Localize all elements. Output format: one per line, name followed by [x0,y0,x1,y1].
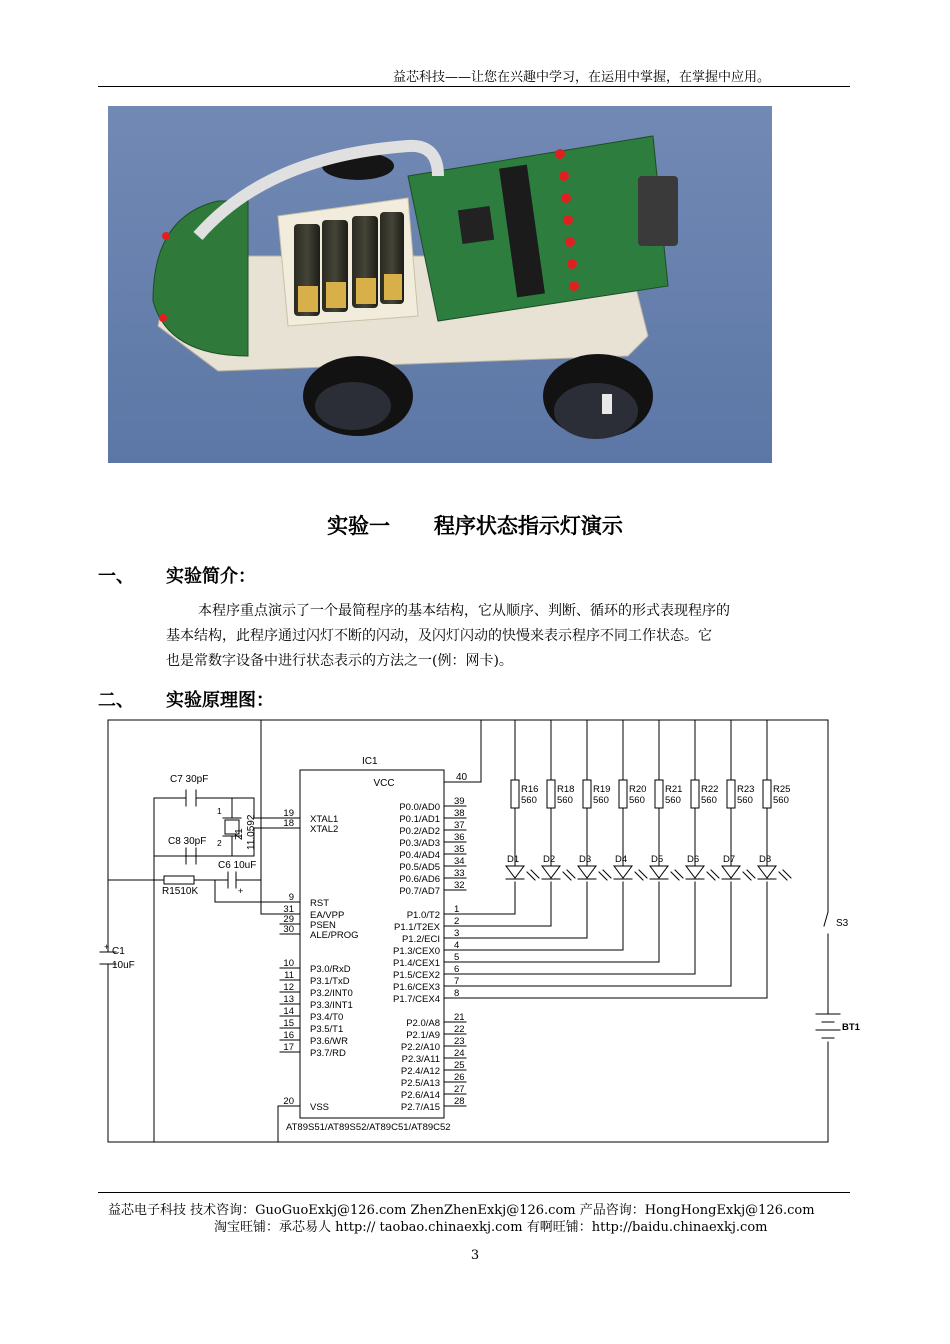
resistor-value: 560 [773,795,789,806]
footer-shop-line: 淘宝旺铺：承芯易人 http:// taobao.chinaexkj.com 有啊旺铺：http://baidu.chinaexkj.com [214,1220,768,1235]
pin-name: RST [310,898,329,909]
resistor-value: 560 [521,795,537,806]
led-label: D3 [579,854,592,865]
resistor-name: R23 [737,784,755,795]
footer-contact-line: 益芯电子科技 技术咨询：GuoGuoExkj@126.com ZhenZhenExkj@126.com 产品咨询：HongHongExkj@126.com [108,1203,815,1218]
pin-name: P2.0/A8 [406,1018,440,1029]
pin-name: P2.6/A14 [400,1090,440,1101]
pin-name: P0.0/AD0 [399,802,440,813]
led-label: D1 [507,854,520,865]
pin-number: 17 [283,1042,294,1053]
resistor-value: 560 [593,795,609,806]
page-number: 3 [470,1248,480,1263]
vcc-name: VCC [373,778,395,789]
intro-line-1: 本程序重点演示了一个最简程序的基本结构，它从顺序、判断、循环的形式表现程序的 [198,603,730,619]
intro-line-3: 也是常数字设备中进行状态表示的方法之一(例：网卡)。 [166,653,513,669]
resistor-name: R19 [593,784,611,795]
pin-number: 38 [454,808,465,819]
pin-number: 34 [454,856,465,867]
pin-number: 2 [454,916,460,927]
led-symbol [722,866,740,878]
pin-number: 20 [283,1096,294,1107]
pin-name: P3.1/TxD [310,976,350,987]
pin-number: 36 [454,832,465,843]
pin-name: P3.6/WR [310,1036,349,1047]
resistor-value: 560 [629,795,645,806]
pin-number: 29 [283,914,294,925]
resistor-body [547,780,555,808]
pin-name: P2.3/A11 [401,1054,440,1065]
led-symbol [650,866,668,878]
pin-number: 12 [283,982,294,993]
battery-label: BT1 [842,1022,860,1033]
pin-number: 32 [454,880,465,891]
section-2-heading: 实验原理图： [166,690,274,711]
resistor-value: 560 [557,795,573,806]
led-label: D4 [615,854,628,865]
section-1-number: 一、 [98,566,134,587]
pin-number: 22 [454,1024,465,1035]
p1-wire [444,882,623,950]
pin-number: 26 [454,1072,465,1083]
pin-name: P0.1/AD1 [399,814,440,825]
pin-number: 18 [283,818,294,829]
p1-wire [444,882,767,998]
pin-name: P2.4/A12 [400,1066,440,1077]
intro-line-2: 基本结构，此程序通过闪灯不断的闪动，及闪灯闪动的快慢来表示程序不同工作状态。它 [166,628,712,644]
c1-ref: C1 [112,946,125,957]
pin-number: 30 [283,924,294,935]
pin-number: 4 [454,940,460,951]
c8-label: C8 30pF [168,836,207,847]
experiment-title: 实验一 程序状态指示灯演示 [327,514,623,538]
crystal-value: 11.0592 [246,814,257,850]
resistor-body [619,780,627,808]
pin-name: P2.5/A13 [400,1078,440,1089]
c7-label: C7 30pF [170,774,209,785]
resistor-name: R21 [665,784,683,795]
switch-label: S3 [836,918,849,929]
header-slogan: 益芯科技——让您在兴趣中学习，在运用中掌握，在掌握中应用。 [392,70,770,85]
pin-number: 39 [454,796,465,807]
pin-number: 7 [454,976,460,987]
led-label: D6 [687,854,700,865]
pin-number: 21 [454,1012,465,1023]
pin-number: 25 [454,1060,465,1071]
r15-label: R1510K [162,886,199,897]
pin-name: P0.5/AD5 [399,862,440,873]
pin-name: XTAL1 [310,814,339,825]
p1-wire [444,882,695,974]
c1-value: 10uF [112,960,135,971]
c1-polarity: + [104,942,110,952]
footer-rule [98,1192,850,1193]
c6-polarity: + [238,886,244,896]
circuit-schematic [104,712,860,1152]
pin-number: 11 [284,970,294,981]
pin-name: P1.2/ECI [401,934,440,945]
pin-name: P0.4/AD4 [399,850,440,861]
pin-number: 33 [454,868,465,879]
crystal-ref: Z1 [234,828,245,840]
led-label: D2 [543,854,556,865]
pin-name: ALE/PROG [310,930,359,941]
section-2-number: 二、 [98,690,134,711]
resistor-name: R25 [773,784,791,795]
pin-number: 19 [283,808,294,819]
resistor-value: 560 [665,795,681,806]
vcc-pin-number: 40 [456,772,468,783]
pin-number: 9 [288,892,294,903]
led-symbol [614,866,632,878]
pin-number: 28 [454,1096,465,1107]
pin-number: 13 [283,994,294,1005]
c6-label: C6 10uF [218,860,257,871]
crystal-pin-1: 1 [217,806,222,816]
pin-name: P2.7/A15 [400,1102,440,1113]
pin-name: P1.5/CEX2 [393,970,440,981]
resistor-body [655,780,663,808]
pin-name: P1.6/CEX3 [393,982,440,993]
led-symbol [506,866,524,878]
pin-name: P0.3/AD3 [399,838,440,849]
pin-number: 27 [454,1084,465,1095]
resistor-body [691,780,699,808]
pin-name: P3.2/INT0 [310,988,353,999]
resistor-name: R16 [521,784,539,795]
led-label: D5 [651,854,664,865]
resistor-body [583,780,591,808]
pin-number: 10 [283,958,294,969]
pin-name: P3.5/T1 [310,1024,344,1035]
pin-name: EA/VPP [310,910,345,921]
led-symbol [542,866,560,878]
section-1-heading: 实验简介： [166,566,256,587]
resistor-body [763,780,771,808]
robot-car-photo [108,106,772,463]
pin-number: 8 [454,988,460,999]
led-label: D8 [759,854,772,865]
pin-name: P1.4/CEX1 [393,958,440,969]
resistor-body [511,780,519,808]
pin-number: 35 [454,844,465,855]
pin-name: PSEN [310,920,336,931]
pin-name: P1.3/CEX0 [393,946,440,957]
pin-number: 31 [283,904,294,915]
pin-name: P3.4/T0 [310,1012,344,1023]
pin-number: 3 [454,928,460,939]
led-symbol [758,866,776,878]
pin-name: P1.1/T2EX [394,922,440,933]
pin-name: P1.0/T2 [406,910,440,921]
pin-name: P0.7/AD7 [399,886,440,897]
pin-number: 14 [283,1006,294,1017]
resistor-body [727,780,735,808]
pin-name: P3.7/RD [310,1048,346,1059]
pin-number: 6 [454,964,460,975]
resistor-value: 560 [737,795,753,806]
pin-name: P2.2/A10 [400,1042,440,1053]
pin-number: 23 [454,1036,465,1047]
pin-number: 15 [283,1018,294,1029]
pin-name: P0.6/AD6 [399,874,440,885]
led-symbol [578,866,596,878]
pin-number: 37 [454,820,465,831]
pin-name: VSS [310,1102,330,1113]
pin-name: P3.0/RxD [310,964,351,975]
pin-name: P2.1/A9 [406,1030,440,1041]
resistor-name: R20 [629,784,647,795]
pin-name: P1.7/CEX4 [393,994,440,1005]
pin-number: 1 [454,904,460,915]
resistor-name: R18 [557,784,575,795]
resistor-name: R22 [701,784,719,795]
resistor-value: 560 [701,795,717,806]
pin-name: P3.3/INT1 [310,1000,353,1011]
pin-number: 16 [283,1030,294,1041]
pin-name: P0.2/AD2 [399,826,440,837]
led-label: D7 [723,854,736,865]
header-rule [98,86,850,87]
ic-part-number: AT89S51/AT89S52/AT89C51/AT89C52 [286,1122,451,1133]
pin-number: 24 [454,1048,465,1059]
ic-label: IC1 [362,756,378,767]
pin-number: 5 [454,952,460,963]
led-symbol [686,866,704,878]
crystal-pin-2: 2 [217,838,222,848]
pin-name: XTAL2 [310,824,339,835]
